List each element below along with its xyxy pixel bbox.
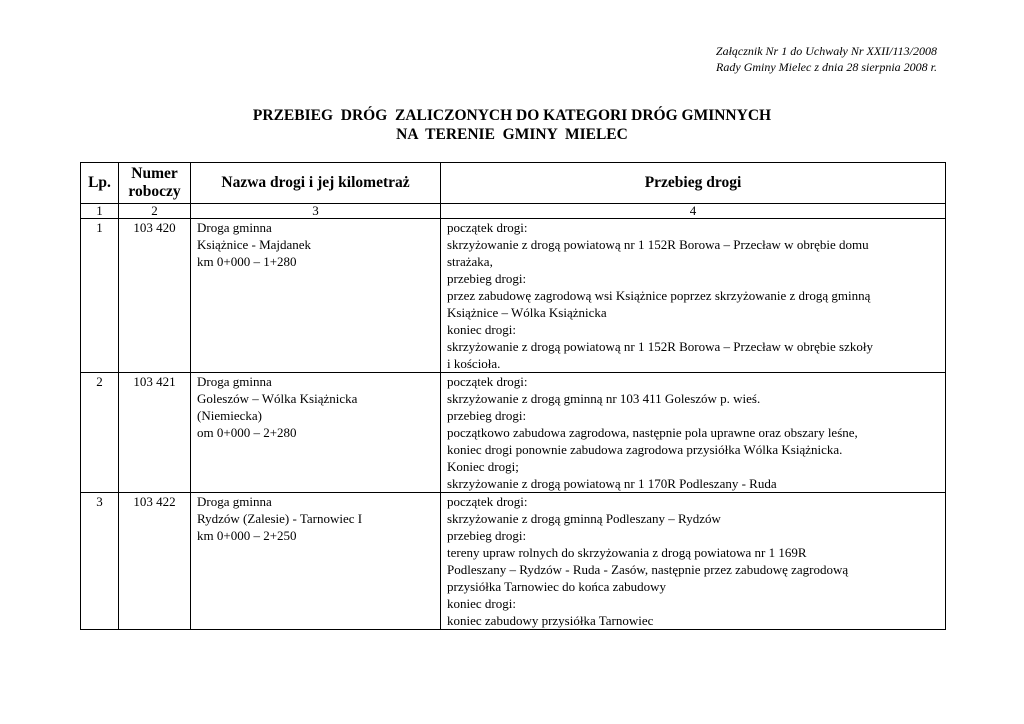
column-number: 2 xyxy=(119,204,191,219)
header-name: Nazwa drogi i jej kilometraż xyxy=(191,163,441,204)
header-number-line-1: Numer xyxy=(131,165,178,182)
header-number-line-2: roboczy xyxy=(128,183,181,200)
route-line: i kościoła. xyxy=(447,356,501,371)
attachment-line-1: Załącznik Nr 1 do Uchwały Nr XXII/113/2008 xyxy=(715,44,937,58)
row-road-route xyxy=(441,493,946,630)
route-line: przebieg drogi: xyxy=(447,528,527,543)
route-line: koniec drogi: xyxy=(447,322,516,337)
row-road-route xyxy=(441,219,946,373)
roads-table xyxy=(80,162,946,630)
route-line: skrzyżowanie z drogą gminną nr 103 411 Goleszów p. wieś. xyxy=(447,391,761,406)
row-lp: 1 xyxy=(81,219,119,373)
title-line-2: NA TERENIE GMINY MIELEC xyxy=(396,126,628,143)
row-road-name xyxy=(191,493,441,630)
row-number: 103 422 xyxy=(119,493,191,630)
road-name-line: km 0+000 – 1+280 xyxy=(197,254,297,269)
row-lp: 2 xyxy=(81,373,119,493)
road-name-line: km 0+000 – 2+250 xyxy=(197,528,297,543)
route-line: tereny upraw rolnych do skrzyżowania z drogą powiatowa nr 1 169R xyxy=(447,545,807,560)
route-line: strażaka, xyxy=(447,254,493,269)
row-road-name xyxy=(191,219,441,373)
route-line: przebieg drogi: xyxy=(447,271,527,286)
route-line: przebieg drogi: xyxy=(447,408,527,423)
route-line: koniec drogi ponownie zabudowa zagrodowa przysiółka Wólka Książnicka. xyxy=(447,442,843,457)
row-number: 103 420 xyxy=(119,219,191,373)
header-route: Przebieg drogi xyxy=(441,163,946,204)
attachment-note xyxy=(716,43,937,75)
road-name-line: (Niemiecka) xyxy=(197,408,262,423)
table-row xyxy=(81,373,946,493)
route-line: początkowo zabudowa zagrodowa, następnie pola uprawne oraz obszary leśne, xyxy=(447,425,858,440)
header-lp: Lp. xyxy=(81,163,119,204)
attachment-line-2: Rady Gminy Mielec z dnia 28 sierpnia 2008 r. xyxy=(716,60,937,74)
title-line-1: PRZEBIEG DRÓG ZALICZONYCH DO KATEGORI DRÓG GMINNYCH xyxy=(252,107,772,124)
column-number: 4 xyxy=(441,204,946,219)
header-row xyxy=(81,163,946,204)
route-line: Książnice – Wólka Książnicka xyxy=(447,305,607,320)
route-line: początek drogi: xyxy=(447,494,528,509)
road-name-line: Droga gminna xyxy=(197,494,272,509)
route-line: przysiółka Tarnowiec do końca zabudowy xyxy=(447,579,667,594)
route-line: Koniec drogi; xyxy=(447,459,519,474)
table-row xyxy=(81,219,946,373)
route-line: początek drogi: xyxy=(447,374,528,389)
road-name-line: Droga gminna xyxy=(197,220,272,235)
row-road-route xyxy=(441,373,946,493)
route-line: początek drogi: xyxy=(447,220,528,235)
route-line: koniec zabudowy przysiółka Tarnowiec xyxy=(447,613,654,628)
route-line: Podleszany – Rydzów - Ruda - Zasów, następnie przez zabudowę zagrodową xyxy=(447,562,849,577)
route-line: skrzyżowanie z drogą gminną Podleszany – Rydzów xyxy=(447,511,721,526)
road-name-line: Droga gminna xyxy=(197,374,272,389)
row-number: 103 421 xyxy=(119,373,191,493)
column-number: 1 xyxy=(81,204,119,219)
column-number-row xyxy=(81,204,946,219)
route-line: koniec drogi: xyxy=(447,596,516,611)
table-row xyxy=(81,493,946,630)
row-lp: 3 xyxy=(81,493,119,630)
route-line: przez zabudowę zagrodową wsi Książnice poprzez skrzyżowanie z drogą gminną xyxy=(447,288,871,303)
header-number xyxy=(119,163,191,204)
route-line: skrzyżowanie z drogą powiatową nr 1 170R Podleszany - Ruda xyxy=(447,476,777,491)
route-line: skrzyżowanie z drogą powiatową nr 1 152R Borowa – Przecław w obrębie domu xyxy=(447,237,869,252)
road-name-line: Rydzów (Zalesie) - Tarnowiec I xyxy=(197,511,363,526)
road-name-line: Książnice - Majdanek xyxy=(197,237,312,252)
row-road-name xyxy=(191,373,441,493)
route-line: skrzyżowanie z drogą powiatową nr 1 152R Borowa – Przecław w obrębie szkoły xyxy=(447,339,873,354)
road-name-line: Goleszów – Wólka Książnicka xyxy=(197,391,358,406)
document-title xyxy=(0,106,1024,144)
column-number: 3 xyxy=(191,204,441,219)
road-name-line: om 0+000 – 2+280 xyxy=(197,425,297,440)
